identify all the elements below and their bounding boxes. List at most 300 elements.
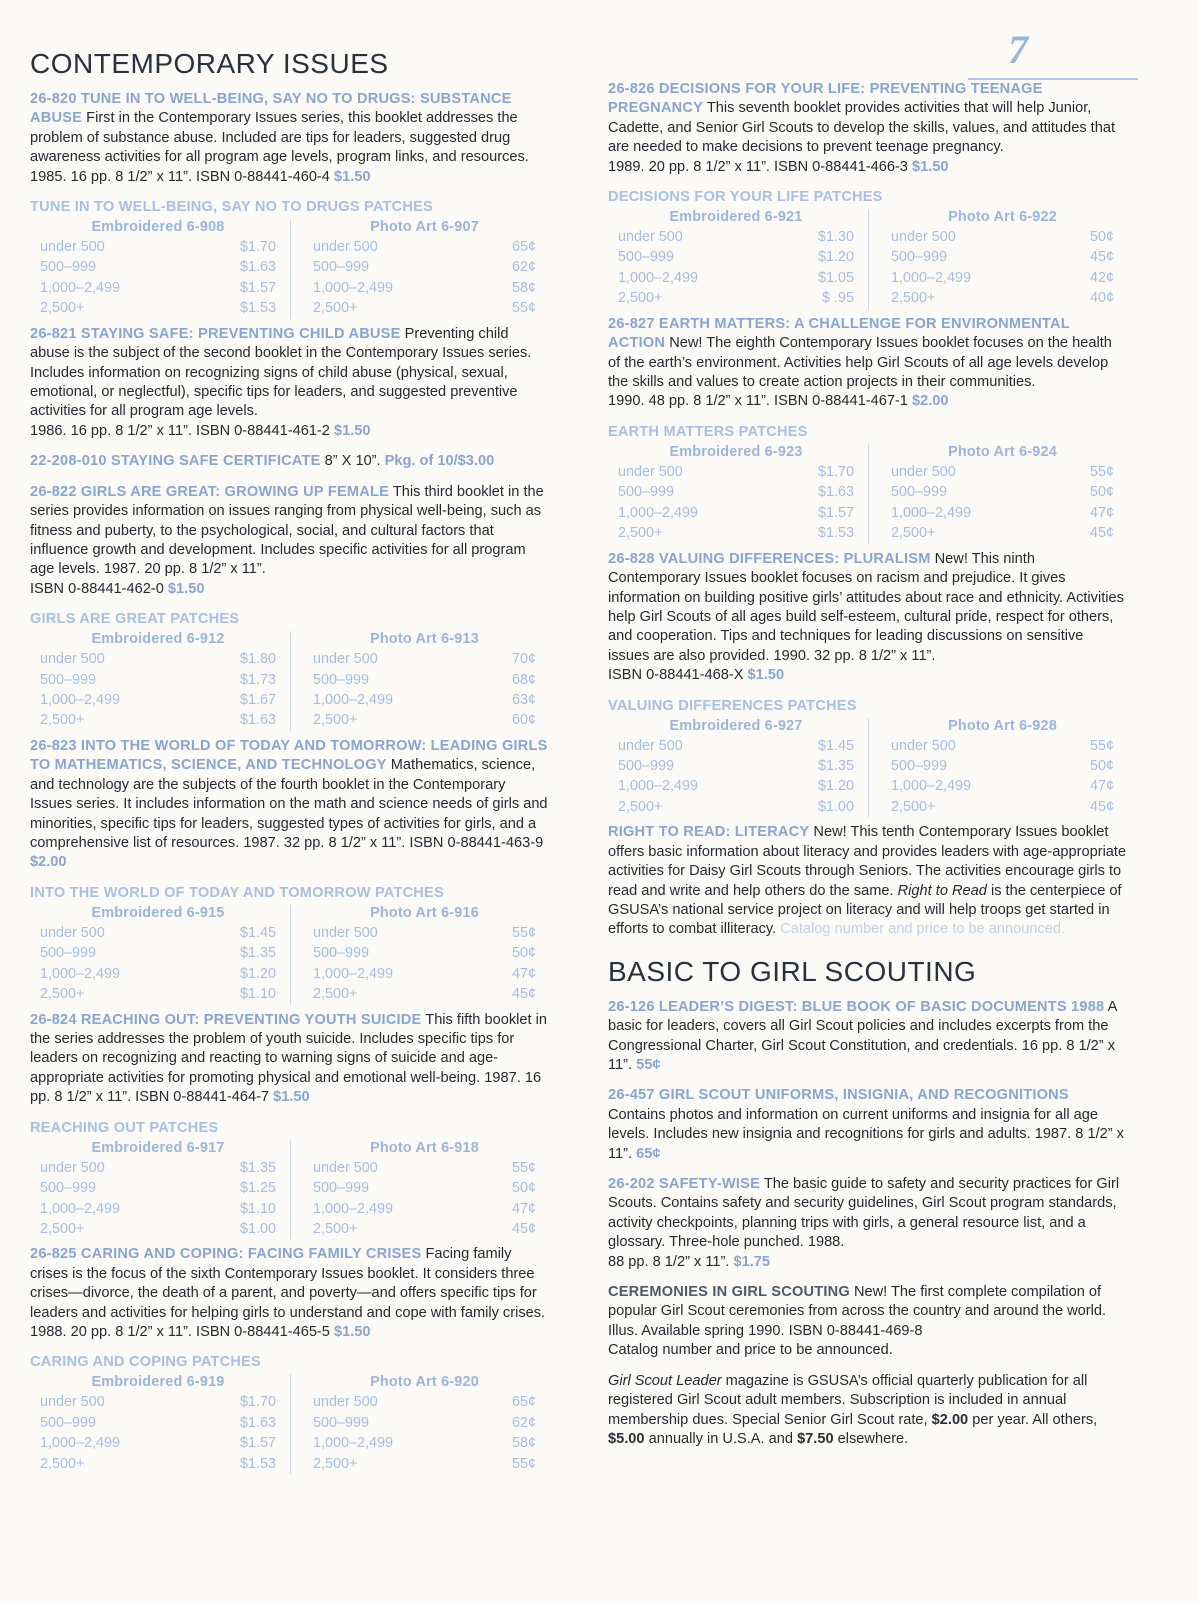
price-value: 65¢ xyxy=(511,239,536,256)
table-row xyxy=(313,1199,536,1219)
catalog-entry xyxy=(30,483,550,599)
patch-header-label: Embroidered xyxy=(91,1374,183,1391)
table-row xyxy=(891,523,1114,543)
section-heading-contemporary-issues: CONTEMPORARY ISSUES xyxy=(30,48,389,79)
quantity-label: 500–999 xyxy=(313,671,370,688)
price-value: $1.00 xyxy=(817,798,854,815)
quantity-label: 2,500+ xyxy=(313,712,358,729)
price-value: $1.53 xyxy=(817,525,854,542)
catalog-entry xyxy=(608,315,1128,412)
quantity-label: 500–999 xyxy=(313,1414,370,1431)
price-value: $1.63 xyxy=(817,484,854,501)
table-row xyxy=(313,1413,536,1433)
table-row xyxy=(618,227,854,247)
item-code: 26-820 TUNE IN TO WELL-BEING, SAY NO TO DRUGS: SUBSTANCE ABUSE xyxy=(30,91,512,127)
patch-header-code: 6-924 xyxy=(1019,443,1057,460)
quantity-label: 500–999 xyxy=(618,249,675,266)
item-description: Preventing child abuse is the subject of the second booklet in the Contemporary Issues series. Includes information on recognizing signs of child abuse (physical, sexual, emotional, or neglectful), specific tips for leaders, and suggested preventive activities for all program age levels. xyxy=(30,325,532,420)
price-value: $1.80 xyxy=(239,651,276,668)
item-description: This third booklet in the series provides information on issues ranging from physical well-being, such as fitness and puberty, to the psychological, social, and cultural factors that influence growth and development. Includes specific activities for all program age levels. 1987. 20 pp. 8 1/2” x 11”. xyxy=(30,483,544,578)
table-row xyxy=(40,298,276,318)
patch-column-embroidered xyxy=(608,209,868,309)
quantity-label: 2,500+ xyxy=(40,1455,85,1472)
table-row xyxy=(40,964,276,984)
quantity-label: 500–999 xyxy=(40,945,97,962)
quantity-label: 1,000–2,499 xyxy=(618,504,699,521)
item-code: 26-826 DECISIONS FOR YOUR LIFE: PREVENTING TEENAGE PREGNANCY xyxy=(608,81,1043,117)
magazine-rate-usa: $5.00 xyxy=(608,1430,645,1447)
patch-header-code: 6-913 xyxy=(441,631,479,648)
price-value: $1.10 xyxy=(239,986,276,1003)
item-publication-info: 88 pp. 8 1/2” x 11”. xyxy=(608,1253,730,1270)
table-row xyxy=(40,1219,276,1239)
table-row xyxy=(618,776,854,796)
magazine-description: magazine is GSUSA’s official quarterly publication for all registered Girl Scout adult members. Subscription is included in annual membership dues. Special Senior Girl Scout rate, xyxy=(608,1372,1088,1428)
table-row xyxy=(618,523,854,543)
quantity-label: under 500 xyxy=(40,924,105,941)
table-row xyxy=(891,482,1114,502)
catalog-entry xyxy=(608,1086,1128,1164)
quantity-label: 2,500+ xyxy=(40,300,85,317)
price-value: $1.00 xyxy=(239,1220,276,1237)
table-row xyxy=(40,278,276,298)
table-row xyxy=(618,503,854,523)
price-value: $1.35 xyxy=(239,945,276,962)
price-value: 45¢ xyxy=(1089,525,1114,542)
patch-column-header xyxy=(891,444,1114,460)
patch-header-label: Embroidered xyxy=(669,209,761,226)
price-value: $1.67 xyxy=(239,692,276,709)
quantity-label: 1,000–2,499 xyxy=(40,1200,121,1217)
item-publication-info: ISBN 0-88441-462-0 xyxy=(30,580,164,597)
patch-column-header xyxy=(618,444,854,460)
price-value: 45¢ xyxy=(1089,798,1114,815)
item-code: 26-457 GIRL SCOUT UNIFORMS, INSIGNIA, AND RECOGNITIONS xyxy=(608,1087,1069,1104)
quantity-label: 1,000–2,499 xyxy=(40,1435,121,1452)
item-description: This seventh booklet provides activities that will help Junior, Cadette, and Senior Girl Scouts to develop the skills, values, and attitudes that are needed to make decisions to prevent teenage pregnancy. xyxy=(608,100,1116,156)
table-row xyxy=(313,1433,536,1453)
patch-column-header xyxy=(891,718,1114,734)
table-row xyxy=(891,503,1114,523)
quantity-label: 1,000–2,499 xyxy=(40,692,121,709)
price-value: $1.05 xyxy=(817,269,854,286)
patch-column-header xyxy=(313,905,536,921)
patch-header-code: 6-922 xyxy=(1019,209,1057,226)
magazine-description-continued-2: annually in U.S.A. and xyxy=(648,1430,793,1447)
item-description: 8” X 10”. xyxy=(324,453,381,470)
price-value: $1.20 xyxy=(239,965,276,982)
item-code: 26-822 GIRLS ARE GREAT: GROWING UP FEMALE xyxy=(30,483,390,500)
price-value: $1.57 xyxy=(239,1435,276,1452)
page-number: 7 xyxy=(1008,27,1028,72)
price-value: 50¢ xyxy=(1089,757,1114,774)
item-code: 26-821 STAYING SAFE: PREVENTING CHILD ABUSE xyxy=(30,325,401,342)
patch-price-table xyxy=(30,905,550,1005)
item-price: 55¢ xyxy=(636,1057,661,1073)
patch-header-label: Photo Art xyxy=(948,443,1015,460)
item-description: A basic for leaders, covers all Girl Scout policies and includes excerpts from the Congressional Charter, Girl Scout Constitution, and credentials. 16 pp. 8 1/2” x 11”. xyxy=(608,998,1117,1073)
patch-price-table xyxy=(30,1374,550,1474)
item-price: $1.75 xyxy=(733,1253,771,1270)
patch-column-header xyxy=(313,1374,536,1390)
patch-header-label: Photo Art xyxy=(370,631,437,648)
quantity-label: under 500 xyxy=(40,651,105,668)
patch-column-photo-art xyxy=(290,1374,550,1474)
table-row xyxy=(40,943,276,963)
patch-header-code: 6-920 xyxy=(441,1374,479,1391)
table-row xyxy=(313,1178,536,1198)
table-row xyxy=(618,462,854,482)
quantity-label: 500–999 xyxy=(891,484,948,501)
quantity-label: 1,000–2,499 xyxy=(618,778,699,795)
quantity-label: under 500 xyxy=(618,229,683,246)
catalog-entry xyxy=(608,998,1128,1076)
quantity-label: 1,000–2,499 xyxy=(313,965,394,982)
item-price: $1.50 xyxy=(747,667,785,684)
quantity-label: 500–999 xyxy=(40,259,97,276)
patch-header-label: Embroidered xyxy=(91,1139,183,1156)
patch-column-header xyxy=(40,219,276,235)
price-value: 50¢ xyxy=(1089,484,1114,501)
patch-price-table xyxy=(30,219,550,319)
table-row xyxy=(313,649,536,669)
page-number-rule xyxy=(968,78,1138,80)
patch-header-code: 6-907 xyxy=(441,219,479,236)
catalog-entry xyxy=(30,90,550,187)
catalog-entry xyxy=(608,1283,1128,1361)
table-row xyxy=(40,670,276,690)
item-price: $1.50 xyxy=(333,422,371,439)
price-value: $1.57 xyxy=(239,279,276,296)
price-value: 50¢ xyxy=(511,945,536,962)
quantity-label: 500–999 xyxy=(40,671,97,688)
table-row xyxy=(40,257,276,277)
price-value: 60¢ xyxy=(511,712,536,729)
table-row xyxy=(40,1413,276,1433)
item-description: Contains photos and information on current uniforms and insignia for all age levels. Includes new insignia and recognitions for girls and adults. 1987. 8 1/2” x 11”. xyxy=(608,1106,1124,1162)
patch-price-table xyxy=(608,718,1128,818)
price-value: 58¢ xyxy=(511,279,536,296)
catalog-entry xyxy=(608,823,1128,939)
patch-table-title: DECISIONS FOR YOUR LIFE PATCHES xyxy=(608,189,883,206)
item-description: New! This tenth Contemporary Issues booklet offers basic information about literacy and provides leaders with age-appropriate activities for Daisy Girl Scouts through Seniors. The activities encourage girls to read and write and help others do the same. xyxy=(608,824,1127,899)
table-row xyxy=(313,1454,536,1474)
quantity-label: 500–999 xyxy=(891,757,948,774)
patch-column-embroidered xyxy=(30,905,290,1005)
price-value: 62¢ xyxy=(511,1414,536,1431)
patch-price-table xyxy=(30,1140,550,1240)
quantity-label: under 500 xyxy=(618,737,683,754)
price-value: 68¢ xyxy=(511,671,536,688)
quantity-label: under 500 xyxy=(40,1394,105,1411)
price-value: $1.70 xyxy=(239,1394,276,1411)
price-value: $1.35 xyxy=(239,1159,276,1176)
item-description: The basic guide to safety and security practices for Girl Scouts. Contains safety and security guidelines, Girl Scout program standards, activity checkpoints, planning trips with girls, a general resource list, and a glossary. Three-hole punched. 1988. xyxy=(608,1176,1120,1251)
price-value: 45¢ xyxy=(511,1220,536,1237)
item-price: $1.50 xyxy=(273,1089,310,1106)
price-value: 42¢ xyxy=(1089,269,1114,286)
price-value: 50¢ xyxy=(511,1180,536,1197)
magazine-description-continued: per year. All others, xyxy=(972,1411,1098,1428)
price-value: 45¢ xyxy=(511,986,536,1003)
patch-header-code: 6-918 xyxy=(441,1139,479,1156)
patch-header-label: Photo Art xyxy=(370,219,437,236)
patch-column-photo-art xyxy=(868,444,1128,544)
price-value: 55¢ xyxy=(1089,737,1114,754)
item-code: 26-824 REACHING OUT: PREVENTING YOUTH SUICIDE xyxy=(30,1011,422,1028)
section-heading-basic-to-girl-scouting: BASIC TO GIRL SCOUTING xyxy=(608,955,977,987)
catalog-entry xyxy=(30,1245,550,1342)
magazine-rate-international: $7.50 xyxy=(797,1430,834,1447)
table-row xyxy=(618,247,854,267)
table-row xyxy=(40,1199,276,1219)
price-value: 47¢ xyxy=(511,965,536,982)
patch-column-header xyxy=(40,1140,276,1156)
item-price: $1.50 xyxy=(333,1324,371,1341)
item-price: $1.50 xyxy=(333,168,371,185)
patch-column-embroidered xyxy=(30,631,290,731)
item-code: CEREMONIES IN GIRL SCOUTING xyxy=(608,1284,850,1301)
price-value: $ .95 xyxy=(821,290,854,307)
quantity-label: under 500 xyxy=(891,229,956,246)
patch-column-embroidered xyxy=(30,1374,290,1474)
table-row xyxy=(313,984,536,1004)
price-value: $1.10 xyxy=(239,1200,276,1217)
patch-table-title: REACHING OUT PATCHES xyxy=(30,1119,219,1136)
patch-column-embroidered xyxy=(608,444,868,544)
price-value: $1.53 xyxy=(239,1455,276,1472)
two-column-layout xyxy=(30,30,1168,1480)
item-code: 22-208-010 STAYING SAFE CERTIFICATE xyxy=(30,453,321,470)
quantity-label: 2,500+ xyxy=(313,300,358,317)
price-value: 55¢ xyxy=(511,1159,536,1176)
quantity-label: 1,000–2,499 xyxy=(891,269,972,286)
table-row xyxy=(40,923,276,943)
table-row xyxy=(618,797,854,817)
price-value: $1.53 xyxy=(239,300,276,317)
item-description: Facing family crises is the focus of the sixth Contemporary Issues booklet. It considers three crises—divorce, the death of a parent, and poverty—and offers specific tips for leaders and activities for helping girls to understand and cope with family crises. xyxy=(30,1246,546,1321)
patch-header-code: 6-919 xyxy=(186,1374,225,1391)
quantity-label: 2,500+ xyxy=(313,1220,358,1237)
patch-column-header xyxy=(313,219,536,235)
quantity-label: 1,000–2,499 xyxy=(40,279,121,296)
patch-table-title: EARTH MATTERS PATCHES xyxy=(608,423,808,440)
patch-column-header xyxy=(618,718,854,734)
item-description: First in the Contemporary Issues series, this booklet addresses the problem of substance abuse. Included are tips for leaders, suggested drug awareness activities for all program age levels, program links, and resources. 1985. 16 pp. 8 1/2” x 11”. ISBN 0-88441-460-4 xyxy=(30,110,529,185)
quantity-label: 2,500+ xyxy=(891,290,936,307)
quantity-label: under 500 xyxy=(313,924,378,941)
patch-header-code: 6-928 xyxy=(1019,717,1057,734)
price-value: $1.63 xyxy=(239,259,276,276)
item-code: 26-828 VALUING DIFFERENCES: PLURALISM xyxy=(608,550,931,567)
price-value: $1.57 xyxy=(817,504,854,521)
patch-column-header xyxy=(618,209,854,225)
quantity-label: 1,000–2,499 xyxy=(313,692,394,709)
patch-header-code: 6-912 xyxy=(186,631,225,648)
patch-column-embroidered xyxy=(608,718,868,818)
price-value: 47¢ xyxy=(1089,778,1114,795)
price-value: $1.63 xyxy=(239,1414,276,1431)
quantity-label: 2,500+ xyxy=(313,986,358,1003)
price-value: $1.70 xyxy=(817,463,854,480)
price-value: $1.20 xyxy=(817,778,854,795)
item-description: New! This ninth Contemporary Issues booklet focuses on racism and prejudice. It gives information on building positive girls’ attitudes about race and ethnicity. Activities help Girl Scouts of all ages build self-esteem, cultural pride, respect for others, and cooperation. Tips and techniques for leading discussions on sensitive issues are also provided. 1990. 32 pp. 8 1/2” x 11”. xyxy=(608,550,1124,664)
item-description-continued: is the centerpiece of GSUSA’s national service project on literacy and will help troops get started in efforts to combat illiteracy. xyxy=(608,882,1122,938)
quantity-label: 500–999 xyxy=(313,259,370,276)
patch-header-code: 6-915 xyxy=(186,904,225,921)
patch-price-table xyxy=(608,444,1128,544)
left-column xyxy=(30,48,550,1480)
patch-header-label: Photo Art xyxy=(370,1139,437,1156)
patch-price-table xyxy=(30,631,550,731)
quantity-label: under 500 xyxy=(618,463,683,480)
quantity-label: 1,000–2,499 xyxy=(891,778,972,795)
quantity-label: 1,000–2,499 xyxy=(313,1435,394,1452)
item-code: 26-827 EARTH MATTERS: A CHALLENGE FOR ENVIRONMENTAL ACTION xyxy=(608,315,1070,352)
catalog-entry xyxy=(608,1175,1128,1272)
table-row xyxy=(40,237,276,257)
table-row xyxy=(891,227,1114,247)
patch-header-code: 6-923 xyxy=(764,443,803,460)
table-row xyxy=(891,268,1114,288)
price-value: $1.70 xyxy=(239,239,276,256)
item-publication-info: ISBN 0-88441-468-X xyxy=(608,667,744,684)
patch-column-photo-art xyxy=(290,1140,550,1240)
item-availability-note: Catalog number and price to be announced. xyxy=(608,1342,893,1359)
patch-column-photo-art xyxy=(868,209,1128,309)
patch-column-header xyxy=(40,1374,276,1390)
price-value: $1.63 xyxy=(239,712,276,729)
patch-column-embroidered xyxy=(30,219,290,319)
table-row xyxy=(313,257,536,277)
patch-column-photo-art xyxy=(868,718,1128,818)
price-value: $1.35 xyxy=(817,757,854,774)
patch-header-label: Photo Art xyxy=(948,717,1015,734)
patch-column-embroidered xyxy=(30,1140,290,1240)
item-publication-info: 1986. 16 pp. 8 1/2” x 11”. ISBN 0-88441-461-2 xyxy=(30,422,330,439)
price-value: 47¢ xyxy=(511,1200,536,1217)
patch-table-title: VALUING DIFFERENCES PATCHES xyxy=(608,697,857,714)
table-row xyxy=(40,1454,276,1474)
patch-table-title: TUNE IN TO WELL-BEING, SAY NO TO DRUGS PATCHES xyxy=(30,199,433,216)
patch-header-code: 6-916 xyxy=(441,904,479,921)
table-row xyxy=(313,1392,536,1412)
patch-table-title: INTO THE WORLD OF TODAY AND TOMORROW PATCHES xyxy=(30,884,444,901)
table-row xyxy=(618,756,854,776)
item-price: Pkg. of 10/$3.00 xyxy=(384,453,495,470)
table-row xyxy=(618,268,854,288)
patch-column-header xyxy=(40,905,276,921)
table-row xyxy=(40,1178,276,1198)
item-price: $2.00 xyxy=(911,393,949,410)
table-row xyxy=(313,964,536,984)
price-value: $1.73 xyxy=(239,671,276,688)
item-description: New! The eighth Contemporary Issues booklet focuses on the health of the earth’s environment. Activities help Girl Scouts of all age levels develop the skills and values to create action projects in their communities. xyxy=(608,335,1112,391)
table-row xyxy=(313,1158,536,1178)
catalog-entry xyxy=(608,550,1128,686)
patch-header-code: 6-917 xyxy=(186,1139,225,1156)
patch-column-header xyxy=(891,209,1114,225)
magazine-title: Girl Scout Leader xyxy=(608,1372,722,1389)
item-title-italic: Right to Read xyxy=(897,882,987,899)
table-row xyxy=(40,690,276,710)
quantity-label: 2,500+ xyxy=(891,798,936,815)
patch-header-label: Photo Art xyxy=(948,209,1015,226)
item-publication-info: 1988. 20 pp. 8 1/2” x 11”. ISBN 0-88441-465-5 xyxy=(30,1324,330,1341)
patch-column-header xyxy=(313,1140,536,1156)
patch-header-label: Photo Art xyxy=(370,904,437,921)
table-row xyxy=(618,482,854,502)
quantity-label: 2,500+ xyxy=(40,986,85,1003)
quantity-label: under 500 xyxy=(40,1159,105,1176)
price-value: $1.45 xyxy=(817,737,854,754)
item-publication-info: 1990. 48 pp. 8 1/2” x 11”. ISBN 0-88441-467-1 xyxy=(608,393,908,410)
quantity-label: under 500 xyxy=(891,463,956,480)
table-row xyxy=(40,1433,276,1453)
quantity-label: 500–999 xyxy=(313,945,370,962)
table-row xyxy=(891,247,1114,267)
price-value: $1.45 xyxy=(239,924,276,941)
quantity-label: 2,500+ xyxy=(618,290,663,307)
price-value: 45¢ xyxy=(1089,249,1114,266)
price-value: $1.20 xyxy=(817,249,854,266)
price-value: 55¢ xyxy=(511,300,536,317)
item-code: RIGHT TO READ: LITERACY xyxy=(608,824,810,841)
quantity-label: 2,500+ xyxy=(891,525,936,542)
patch-column-photo-art xyxy=(290,219,550,319)
quantity-label: 500–999 xyxy=(891,249,948,266)
quantity-label: 2,500+ xyxy=(618,798,663,815)
item-description: Mathematics, science, and technology are the subjects of the fourth booklet in the Contemporary Issues series. It includes information on the math and science needs of girls and minorities, specific tips for leaders, suggested types of activities for girls, and a comprehensive list of resources. 1987. 32 pp. 8 1/2” x 11”. ISBN 0-88441-463-9 xyxy=(30,757,548,851)
price-value: 58¢ xyxy=(511,1435,536,1452)
quantity-label: under 500 xyxy=(313,1394,378,1411)
price-value: 70¢ xyxy=(511,651,536,668)
catalog-entry xyxy=(608,80,1128,177)
table-row xyxy=(891,288,1114,308)
item-publication-info: 1989. 20 pp. 8 1/2” x 11”. ISBN 0-88441-466-3 xyxy=(608,158,908,175)
patch-header-label: Embroidered xyxy=(669,443,761,460)
table-row xyxy=(40,1158,276,1178)
patch-table-title: CARING AND COPING PATCHES xyxy=(30,1354,261,1371)
table-row xyxy=(40,1392,276,1412)
table-row xyxy=(618,288,854,308)
quantity-label: 2,500+ xyxy=(40,1220,85,1237)
price-value: 47¢ xyxy=(1089,504,1114,521)
patch-column-photo-art xyxy=(290,631,550,731)
item-price: $2.00 xyxy=(30,854,67,871)
item-description: This fifth booklet in the series addresses the problem of youth suicide. Includes specific tips for leaders on recognizing and reacting to warning signs of suicide and age-appropriate activities for promoting physical and emotional well-being. 1987. 16 pp. 8 1/2” x 11”. ISBN 0-88441-464-7 xyxy=(30,1011,547,1106)
table-row xyxy=(40,649,276,669)
item-code: 26-202 SAFETY-WISE xyxy=(608,1176,761,1193)
table-row xyxy=(891,756,1114,776)
table-row xyxy=(313,670,536,690)
magazine-rate-senior: $2.00 xyxy=(931,1411,969,1428)
patch-column-photo-art xyxy=(290,905,550,1005)
quantity-label: under 500 xyxy=(891,737,956,754)
item-description: New! The first complete compilation of popular Girl Scout ceremonies from across the country and around the world. Illus. Available spring 1990. ISBN 0-88441-469-8 xyxy=(608,1284,1107,1339)
patch-header-label: Embroidered xyxy=(91,904,183,921)
table-row xyxy=(313,298,536,318)
price-value: $1.30 xyxy=(817,229,854,246)
price-value: 55¢ xyxy=(511,924,536,941)
item-code: 26-823 INTO THE WORLD OF TODAY AND TOMORROW: LEADING GIRLS TO MATHEMATICS, SCIENCE, AND TECHNOLOGY xyxy=(30,737,548,774)
quantity-label: 1,000–2,499 xyxy=(313,279,394,296)
table-row xyxy=(40,710,276,730)
table-row xyxy=(40,984,276,1004)
catalog-entry xyxy=(30,325,550,441)
table-row xyxy=(891,797,1114,817)
patch-header-label: Photo Art xyxy=(370,1374,437,1391)
